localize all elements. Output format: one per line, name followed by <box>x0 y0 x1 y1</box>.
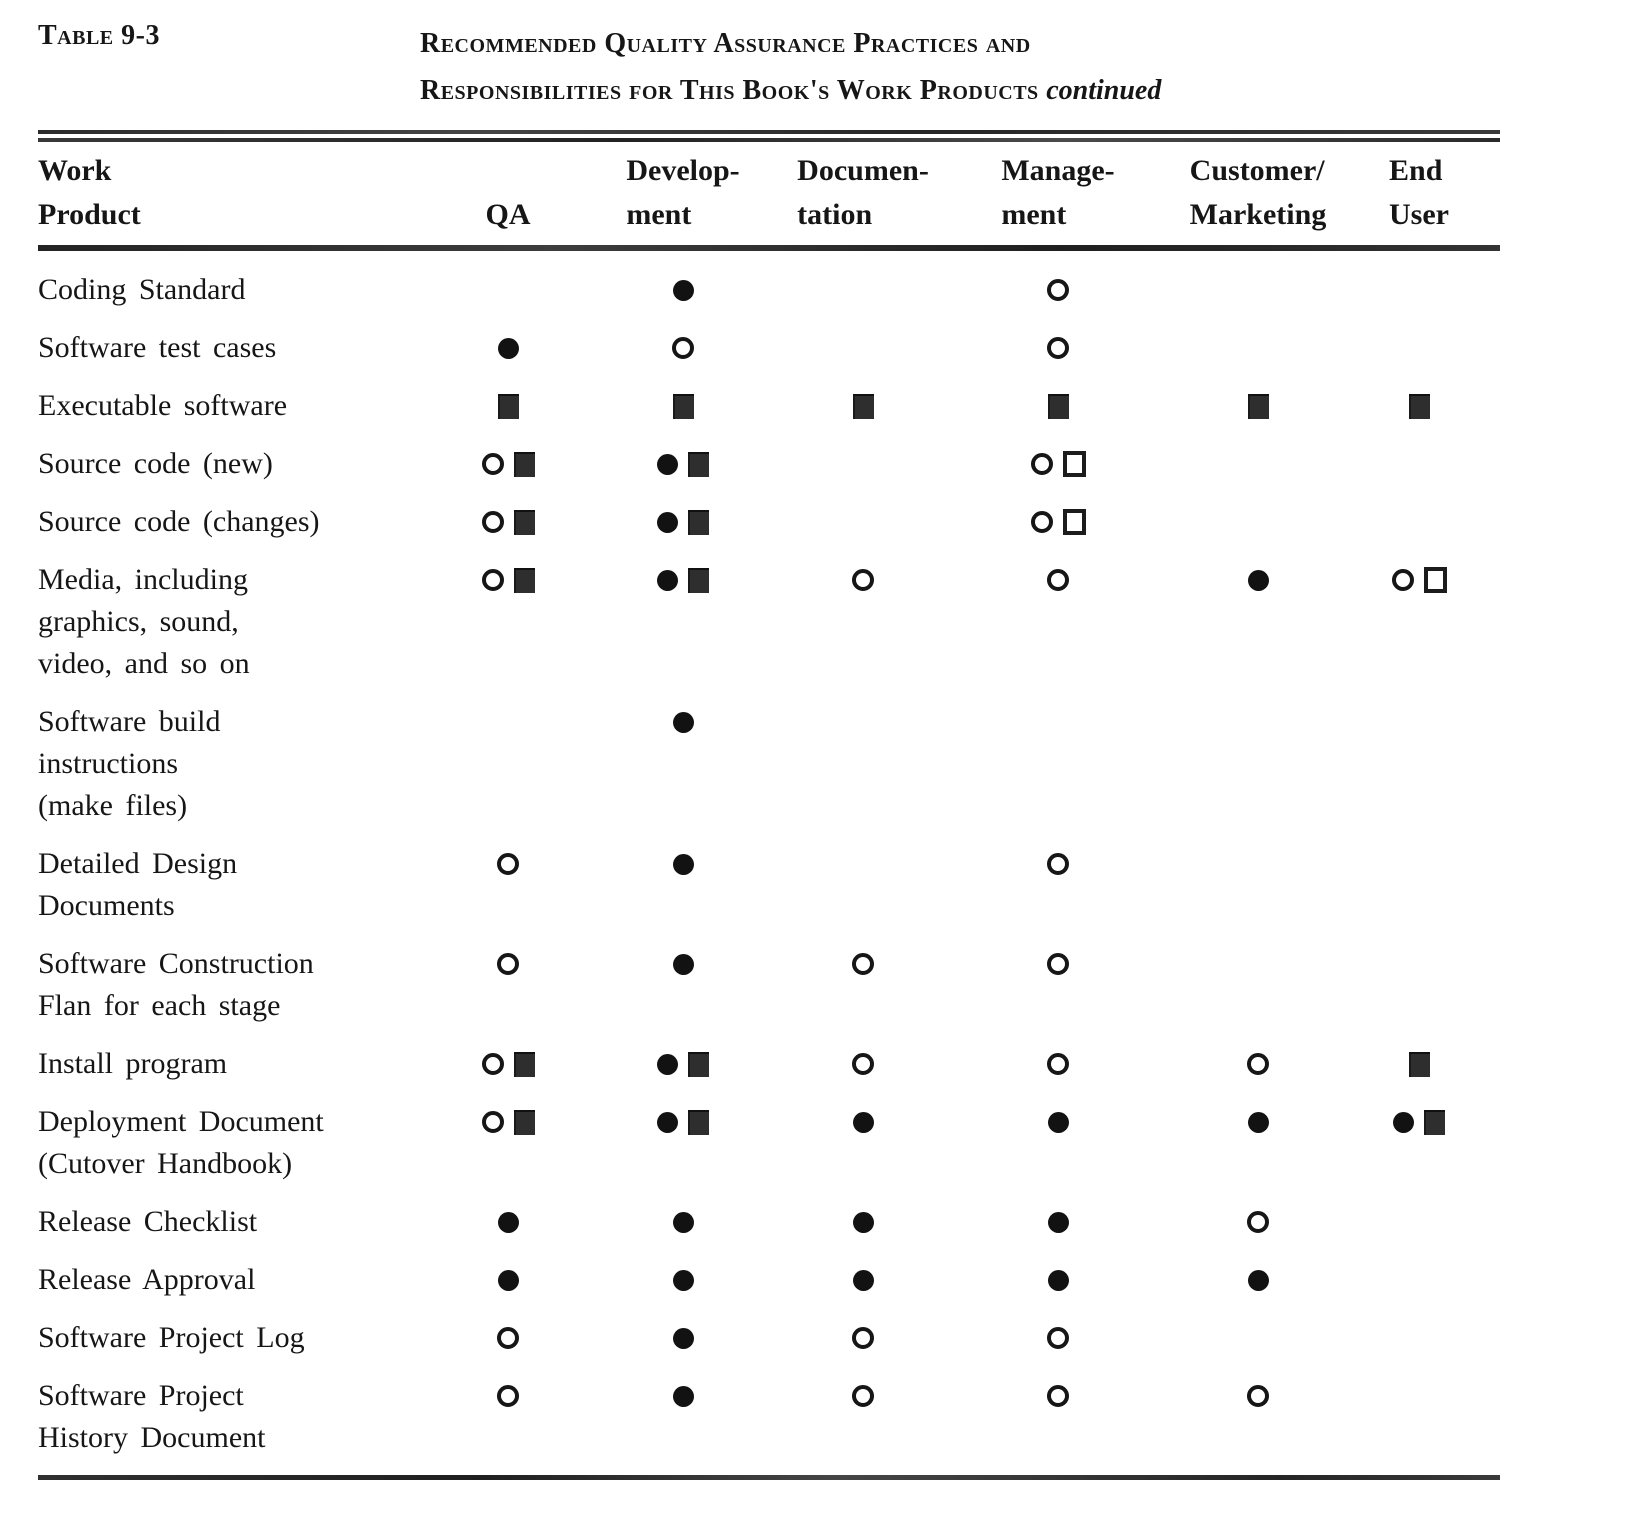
filled-circle-icon <box>673 1270 694 1291</box>
symbol-cell-management <box>938 385 1178 427</box>
symbol-cell-documentation <box>788 1043 938 1085</box>
symbol-cell-end-user <box>1338 1101 1500 1185</box>
column-header-customer-marketing <box>1178 149 1338 237</box>
symbol-cell-development <box>578 1317 788 1359</box>
table-row <box>38 1259 1500 1301</box>
table-row <box>38 701 1500 827</box>
symbol-cell-end-user <box>1338 269 1500 311</box>
filled-square-icon <box>688 452 709 477</box>
symbol-cell-management <box>938 701 1178 827</box>
symbol-cell-development <box>578 701 788 827</box>
symbol-cell-documentation <box>788 1259 938 1301</box>
table-row <box>38 843 1500 927</box>
symbol-cell-management <box>938 1317 1178 1359</box>
symbol-cell-end-user <box>1338 385 1500 427</box>
filled-square-icon <box>688 568 709 593</box>
table-header-row <box>38 149 1500 237</box>
symbol-cell-documentation <box>788 559 938 685</box>
filled-circle-icon <box>853 1270 874 1291</box>
work-product-name: Deployment Document (Cutover Handbook) <box>38 1105 324 1180</box>
table-row <box>38 269 1500 311</box>
symbol-cell-documentation <box>788 1375 938 1459</box>
symbol-cell-development <box>578 943 788 1027</box>
open-circle-icon <box>852 1385 874 1407</box>
table-row <box>38 1375 1500 1459</box>
open-circle-icon <box>1047 953 1069 975</box>
open-circle-icon <box>1047 279 1069 301</box>
symbol-cell-qa <box>438 385 578 427</box>
open-circle-icon <box>1031 453 1053 475</box>
symbol-cell-qa <box>438 327 578 369</box>
symbol-cell-management <box>938 1043 1178 1085</box>
symbol-cell-documentation <box>788 501 938 543</box>
open-circle-icon <box>852 569 874 591</box>
table-row <box>38 1317 1500 1359</box>
symbol-cell-qa <box>438 1375 578 1459</box>
symbol-cell-documentation <box>788 1101 938 1185</box>
symbol-cell-qa <box>438 269 578 311</box>
open-square-icon <box>1063 509 1086 535</box>
symbol-cell-customer-marketing <box>1178 1375 1338 1459</box>
symbol-cell-documentation <box>788 843 938 927</box>
filled-circle-icon <box>498 1212 519 1233</box>
table-row <box>38 501 1500 543</box>
symbol-cell-development <box>578 1043 788 1085</box>
symbol-cell-qa <box>438 943 578 1027</box>
symbol-cell-development <box>578 385 788 427</box>
filled-circle-icon <box>657 1054 678 1075</box>
filled-circle-icon <box>673 1328 694 1349</box>
open-circle-icon <box>852 953 874 975</box>
symbol-cell-qa <box>438 1101 578 1185</box>
open-circle-icon <box>497 853 519 875</box>
open-circle-icon <box>497 1385 519 1407</box>
symbol-cell-documentation <box>788 269 938 311</box>
symbol-cell-development <box>578 1101 788 1185</box>
symbol-cell-management <box>938 1201 1178 1243</box>
table-row <box>38 385 1500 427</box>
open-circle-icon <box>1247 1385 1269 1407</box>
open-circle-icon <box>1047 1385 1069 1407</box>
work-product-name: Media, including graphics, sound, video, and so on <box>38 563 250 680</box>
symbol-cell-customer-marketing <box>1178 843 1338 927</box>
symbol-cell-management <box>938 1101 1178 1185</box>
filled-circle-icon <box>673 954 694 975</box>
filled-square-icon <box>1248 394 1269 419</box>
column-header-management <box>938 149 1178 237</box>
symbol-cell-end-user <box>1338 843 1500 927</box>
table-9-3 <box>38 20 1500 1480</box>
symbol-cell-development <box>578 1375 788 1459</box>
filled-square-icon <box>1409 394 1430 419</box>
symbol-cell-customer-marketing <box>1178 501 1338 543</box>
work-product-name: Software Construction Flan for each stage <box>38 947 314 1022</box>
filled-square-icon <box>514 452 535 477</box>
table-caption <box>38 20 1500 114</box>
work-product-name: Software Project Log <box>38 1321 305 1354</box>
open-circle-icon <box>1392 569 1414 591</box>
table-title <box>420 20 1161 114</box>
open-circle-icon <box>1247 1211 1269 1233</box>
filled-circle-icon <box>673 1212 694 1233</box>
table-body <box>38 251 1500 1459</box>
symbol-cell-customer-marketing <box>1178 1101 1338 1185</box>
filled-square-icon <box>514 1110 535 1135</box>
symbol-cell-management <box>938 559 1178 685</box>
filled-circle-icon <box>1048 1212 1069 1233</box>
symbol-cell-customer-marketing <box>1178 559 1338 685</box>
column-header-qa <box>438 193 578 237</box>
open-square-icon <box>1424 567 1447 593</box>
symbol-cell-end-user <box>1338 559 1500 685</box>
column-header-label: QA <box>485 198 531 231</box>
symbol-cell-customer-marketing <box>1178 1317 1338 1359</box>
work-product-name: Detailed Design Documents <box>38 847 238 922</box>
open-circle-icon <box>1047 569 1069 591</box>
open-circle-icon <box>482 569 504 591</box>
symbol-cell-development <box>578 501 788 543</box>
filled-circle-icon <box>673 712 694 733</box>
open-circle-icon <box>1047 1327 1069 1349</box>
filled-circle-icon <box>498 338 519 359</box>
table-row <box>38 443 1500 485</box>
symbol-cell-customer-marketing <box>1178 443 1338 485</box>
work-product-name: Source code (new) <box>38 447 273 480</box>
symbol-cell-management <box>938 1375 1178 1459</box>
symbol-cell-end-user <box>1338 1317 1500 1359</box>
table-row <box>38 1101 1500 1185</box>
symbol-cell-management <box>938 269 1178 311</box>
filled-circle-icon <box>1248 1112 1269 1133</box>
open-circle-icon <box>482 1053 504 1075</box>
open-square-icon <box>1063 451 1086 477</box>
symbol-cell-qa <box>438 843 578 927</box>
symbol-cell-qa <box>438 701 578 827</box>
column-header-development <box>578 149 788 237</box>
filled-circle-icon <box>673 1386 694 1407</box>
work-product-name: Release Checklist <box>38 1205 258 1238</box>
filled-square-icon <box>514 510 535 535</box>
filled-square-icon <box>673 394 694 419</box>
work-product-name: Software test cases <box>38 331 277 364</box>
symbol-cell-documentation <box>788 943 938 1027</box>
symbol-cell-end-user <box>1338 943 1500 1027</box>
symbol-cell-customer-marketing <box>1178 385 1338 427</box>
column-header-documentation <box>788 149 938 237</box>
work-product-name: Software Project History Document <box>38 1379 266 1454</box>
filled-square-icon <box>514 1052 535 1077</box>
filled-circle-icon <box>853 1212 874 1233</box>
symbol-cell-development <box>578 559 788 685</box>
symbol-cell-customer-marketing <box>1178 1201 1338 1243</box>
table-row <box>38 327 1500 369</box>
open-circle-icon <box>1047 1053 1069 1075</box>
symbol-cell-customer-marketing <box>1178 943 1338 1027</box>
table-row <box>38 559 1500 685</box>
work-product-name: Source code (changes) <box>38 505 320 538</box>
table-title-line1: Recommended Quality Assurance Practices and <box>420 28 1031 59</box>
symbol-cell-end-user <box>1338 1375 1500 1459</box>
symbol-cell-end-user <box>1338 501 1500 543</box>
filled-circle-icon <box>657 1112 678 1133</box>
symbol-cell-management <box>938 843 1178 927</box>
filled-circle-icon <box>673 280 694 301</box>
work-product-name: Software build instructions (make files) <box>38 705 221 822</box>
filled-circle-icon <box>673 854 694 875</box>
symbol-cell-end-user <box>1338 1043 1500 1085</box>
work-product-name: Install program <box>38 1047 228 1080</box>
table-row <box>38 1043 1500 1085</box>
symbol-cell-customer-marketing <box>1178 701 1338 827</box>
column-header-label: End User <box>1389 154 1449 231</box>
bottom-rule <box>38 1475 1500 1480</box>
symbol-cell-management <box>938 501 1178 543</box>
table-label: Table 9-3 <box>38 20 160 51</box>
symbol-cell-management <box>938 943 1178 1027</box>
filled-circle-icon <box>657 512 678 533</box>
symbol-cell-customer-marketing <box>1178 327 1338 369</box>
symbol-cell-development <box>578 843 788 927</box>
filled-circle-icon <box>1048 1270 1069 1291</box>
open-circle-icon <box>852 1327 874 1349</box>
symbol-cell-development <box>578 269 788 311</box>
open-circle-icon <box>482 453 504 475</box>
symbol-cell-qa <box>438 443 578 485</box>
open-circle-icon <box>497 953 519 975</box>
symbol-cell-documentation <box>788 1317 938 1359</box>
symbol-cell-qa <box>438 501 578 543</box>
symbol-cell-qa <box>438 559 578 685</box>
open-circle-icon <box>1047 853 1069 875</box>
symbol-cell-qa <box>438 1317 578 1359</box>
continued-label: continued <box>1046 75 1162 106</box>
open-circle-icon <box>1047 337 1069 359</box>
symbol-cell-end-user <box>1338 1201 1500 1243</box>
column-header-label: Develop- ment <box>626 154 740 231</box>
filled-circle-icon <box>853 1112 874 1133</box>
symbol-cell-end-user <box>1338 443 1500 485</box>
symbol-cell-management <box>938 1259 1178 1301</box>
filled-square-icon <box>1424 1110 1445 1135</box>
symbol-cell-qa <box>438 1201 578 1243</box>
filled-circle-icon <box>1248 1270 1269 1291</box>
filled-circle-icon <box>657 570 678 591</box>
symbol-cell-development <box>578 1201 788 1243</box>
work-product-name: Coding Standard <box>38 273 246 306</box>
filled-square-icon <box>688 1110 709 1135</box>
symbol-cell-end-user <box>1338 1259 1500 1301</box>
symbol-cell-customer-marketing <box>1178 1043 1338 1085</box>
filled-square-icon <box>688 1052 709 1077</box>
work-product-name: Executable software <box>38 389 288 422</box>
column-header-label: Work Product <box>38 154 141 231</box>
open-circle-icon <box>482 1111 504 1133</box>
filled-circle-icon <box>1048 1112 1069 1133</box>
symbol-cell-development <box>578 1259 788 1301</box>
column-header-work-product <box>38 149 438 237</box>
table-row <box>38 1201 1500 1243</box>
filled-square-icon <box>1048 394 1069 419</box>
symbol-cell-management <box>938 443 1178 485</box>
symbol-cell-development <box>578 327 788 369</box>
symbol-cell-qa <box>438 1259 578 1301</box>
symbol-cell-development <box>578 443 788 485</box>
symbol-cell-documentation <box>788 327 938 369</box>
column-header-label: Documen- tation <box>797 154 929 231</box>
column-header-end-user <box>1338 149 1500 237</box>
symbol-cell-documentation <box>788 701 938 827</box>
filled-circle-icon <box>1393 1112 1414 1133</box>
filled-square-icon <box>514 568 535 593</box>
symbol-cell-end-user <box>1338 327 1500 369</box>
column-header-label: Customer/ Marketing <box>1189 154 1327 231</box>
open-circle-icon <box>852 1053 874 1075</box>
symbol-cell-customer-marketing <box>1178 269 1338 311</box>
symbol-cell-documentation <box>788 443 938 485</box>
symbol-cell-customer-marketing <box>1178 1259 1338 1301</box>
symbol-cell-documentation <box>788 385 938 427</box>
open-circle-icon <box>482 511 504 533</box>
filled-square-icon <box>1409 1052 1430 1077</box>
symbol-cell-management <box>938 327 1178 369</box>
filled-square-icon <box>498 394 519 419</box>
filled-circle-icon <box>1248 570 1269 591</box>
open-circle-icon <box>672 337 694 359</box>
top-double-rule <box>38 130 1500 143</box>
filled-circle-icon <box>657 454 678 475</box>
symbol-cell-end-user <box>1338 701 1500 827</box>
column-header-label: Manage- ment <box>1001 154 1115 231</box>
open-circle-icon <box>1247 1053 1269 1075</box>
work-product-name: Release Approval <box>38 1263 256 1296</box>
open-circle-icon <box>497 1327 519 1349</box>
symbol-cell-documentation <box>788 1201 938 1243</box>
table-row <box>38 943 1500 1027</box>
filled-square-icon <box>853 394 874 419</box>
table-title-line2: Responsibilities for This Book's Work Products continued <box>420 75 1162 106</box>
symbol-cell-qa <box>438 1043 578 1085</box>
filled-circle-icon <box>498 1270 519 1291</box>
open-circle-icon <box>1031 511 1053 533</box>
filled-square-icon <box>688 510 709 535</box>
